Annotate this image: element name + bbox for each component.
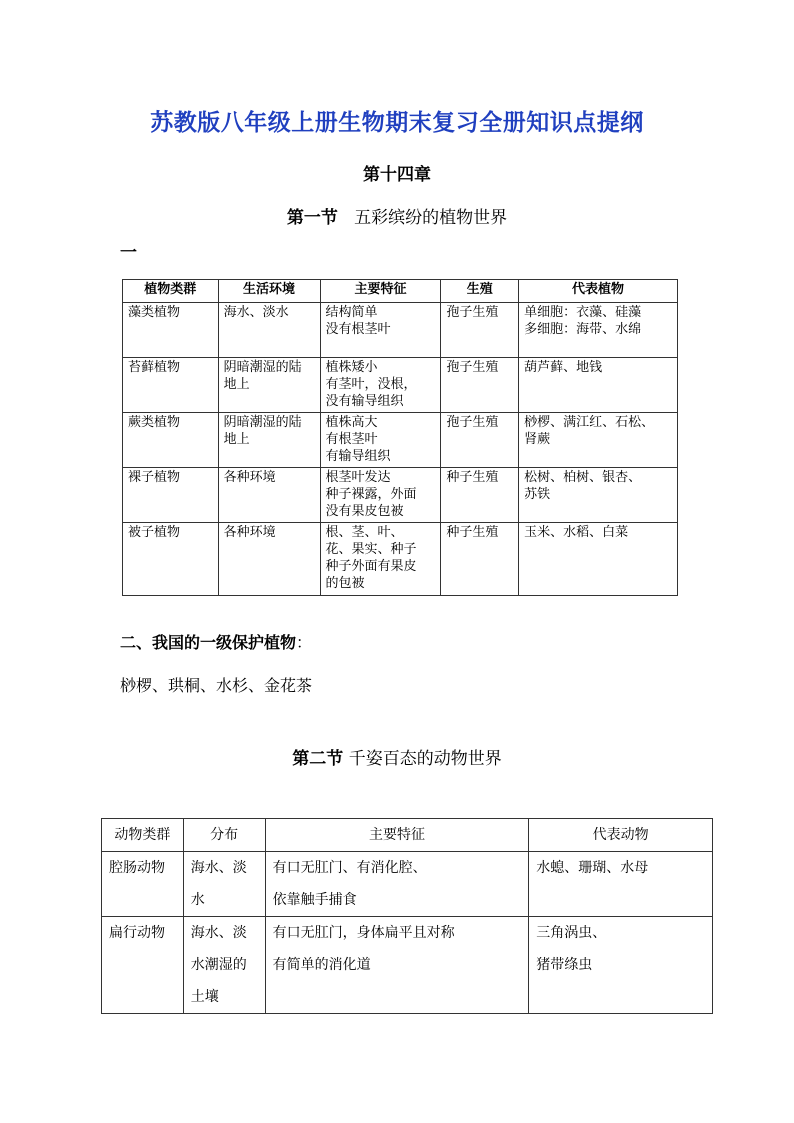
- text-line: 有根茎叶: [325, 432, 378, 447]
- text-line: 水: [190, 892, 205, 908]
- plant-features-cell: [320, 358, 441, 413]
- text-line: 桫椤、满江红、石松、: [524, 415, 655, 430]
- plant-header-group: 植物类群: [123, 280, 219, 303]
- plant-env-cell: [218, 523, 320, 596]
- section-2-name: 千姿百态的动物世界: [348, 749, 502, 769]
- plant-examples-cell: [519, 468, 678, 523]
- plant-repro-cell: 孢子生殖: [441, 358, 519, 413]
- plant-header-features: 主要特征: [320, 280, 441, 303]
- plant-header-env: 生活环境: [218, 280, 320, 303]
- table-row: [123, 358, 678, 413]
- animal-group-cell: 扁行动物: [102, 917, 184, 1014]
- plant-table-header-row: [123, 280, 678, 303]
- text-line: 肾蕨: [524, 432, 551, 447]
- text-line: 单细胞：衣藻、硅藻: [524, 305, 642, 320]
- part-2-label: 二、我国的一级保护植物: [120, 633, 297, 652]
- plant-repro-cell: 种子生殖: [441, 468, 519, 523]
- plant-examples-cell: [519, 413, 678, 468]
- text-line: 地上: [223, 432, 250, 447]
- plant-examples-cell: [519, 303, 678, 358]
- plant-repro-cell: 孢子生殖: [441, 303, 519, 358]
- animal-examples-cell: [529, 917, 713, 1014]
- plant-group-cell: 裸子植物: [123, 468, 219, 523]
- document-title: 苏教版八年级上册生物期末复习全册知识点提纲: [150, 110, 644, 136]
- plant-features-cell: [320, 303, 441, 358]
- plant-table: [122, 279, 678, 596]
- text-line: 有输导组织: [325, 449, 391, 464]
- section-1-name: 五彩缤纷的植物世界: [354, 208, 508, 228]
- text-line: 有口无肛门，身体扁平且对称: [272, 925, 455, 941]
- text-line: 三角涡虫、: [536, 925, 607, 941]
- text-line: 有简单的消化道: [272, 957, 371, 973]
- text-line: 海水、淡: [190, 860, 247, 876]
- plant-header-examples: 代表植物: [519, 280, 678, 303]
- animal-table: [101, 818, 713, 1014]
- animal-dist-cell: [183, 917, 265, 1014]
- chapter-heading: 第十四章: [363, 165, 431, 185]
- plant-env-cell: [218, 303, 320, 358]
- plant-group-cell: 蕨类植物: [123, 413, 219, 468]
- text-line: 猪带绦虫: [536, 957, 593, 973]
- section-2-heading: [0, 744, 794, 769]
- text-line: 海水、淡: [190, 925, 247, 941]
- plant-env-cell: [218, 468, 320, 523]
- plant-features-cell: [320, 523, 441, 596]
- section-1-heading: [0, 203, 794, 228]
- plant-header-reproduction: 生殖: [441, 280, 519, 303]
- text-line: 水潮湿的: [190, 957, 247, 973]
- plant-group-cell: 藻类植物: [123, 303, 219, 358]
- part-2-colon: ：: [296, 633, 313, 652]
- text-line: 植株高大: [325, 415, 378, 430]
- animal-header-features: 主要特征: [265, 819, 529, 852]
- text-line: 结构简单: [325, 305, 378, 320]
- text-line: 苏铁: [524, 487, 551, 502]
- text-line: 种子裸露，外面: [325, 487, 417, 502]
- plant-repro-cell: 孢子生殖: [441, 413, 519, 468]
- text-line: 有口无肛门、有消化腔、: [272, 860, 427, 876]
- text-line: 没有果皮包被: [325, 504, 404, 519]
- table-row: [102, 852, 713, 917]
- animal-header-distribution: 分布: [183, 819, 265, 852]
- animal-features-cell: [265, 852, 529, 917]
- text-line: 松树、柏树、银杏、: [524, 470, 642, 485]
- protected-plants-list: 桫椤、珙桐、水杉、金花茶: [120, 676, 313, 695]
- text-line: 没有输导组织: [325, 394, 404, 409]
- text-line: 阴暗潮湿的陆: [223, 415, 302, 430]
- animal-group-cell: 腔肠动物: [102, 852, 184, 917]
- text-line: 玉米、水稻、白菜: [524, 525, 629, 540]
- text-line: 根茎叶发达: [325, 470, 391, 485]
- text-line: 阴暗潮湿的陆: [223, 360, 302, 375]
- text-line: 种子外面有果皮: [325, 559, 417, 574]
- plant-env-cell: [218, 413, 320, 468]
- section-2-number: 第二节: [292, 749, 344, 769]
- text-line: 有茎叶，没根，: [325, 377, 417, 392]
- text-line: 植株矮小: [325, 360, 378, 375]
- animal-features-cell: [265, 917, 529, 1014]
- plant-examples-cell: [519, 358, 678, 413]
- table-row: [102, 917, 713, 1014]
- part-1-marker: 一: [120, 243, 137, 263]
- plant-examples-cell: [519, 523, 678, 596]
- text-line: 海水、淡水: [223, 305, 289, 320]
- text-line: 土壤: [190, 989, 219, 1005]
- plant-group-cell: 苔藓植物: [123, 358, 219, 413]
- plant-features-cell: [320, 413, 441, 468]
- table-row: [123, 413, 678, 468]
- text-line: 水螅、珊瑚、水母: [536, 860, 649, 876]
- text-line: 地上: [223, 377, 250, 392]
- animal-header-examples: 代表动物: [529, 819, 713, 852]
- text-line: 没有根茎叶: [325, 322, 391, 337]
- plant-group-cell: 被子植物: [123, 523, 219, 596]
- animal-header-group: 动物类群: [102, 819, 184, 852]
- plant-repro-cell: 种子生殖: [441, 523, 519, 596]
- text-line: 各种环境: [223, 525, 276, 540]
- plant-features-cell: [320, 468, 441, 523]
- table-row: [123, 468, 678, 523]
- animal-examples-cell: [529, 852, 713, 917]
- table-row: [123, 303, 678, 358]
- part-2-heading: [120, 630, 312, 653]
- section-1-number: 第一节: [286, 208, 338, 228]
- table-row: [123, 523, 678, 596]
- text-line: 各种环境: [223, 470, 276, 485]
- plant-env-cell: [218, 358, 320, 413]
- text-line: 依靠触手捕食: [272, 892, 357, 908]
- text-line: 葫芦藓、地钱: [524, 360, 603, 375]
- text-line: 多细胞：海带、水绵: [524, 322, 642, 337]
- text-line: 根、茎、叶、: [325, 525, 404, 540]
- text-line: 的包被: [325, 576, 365, 591]
- text-line: 花、果实、种子: [325, 542, 417, 557]
- animal-dist-cell: [183, 852, 265, 917]
- animal-table-header-row: [102, 819, 713, 852]
